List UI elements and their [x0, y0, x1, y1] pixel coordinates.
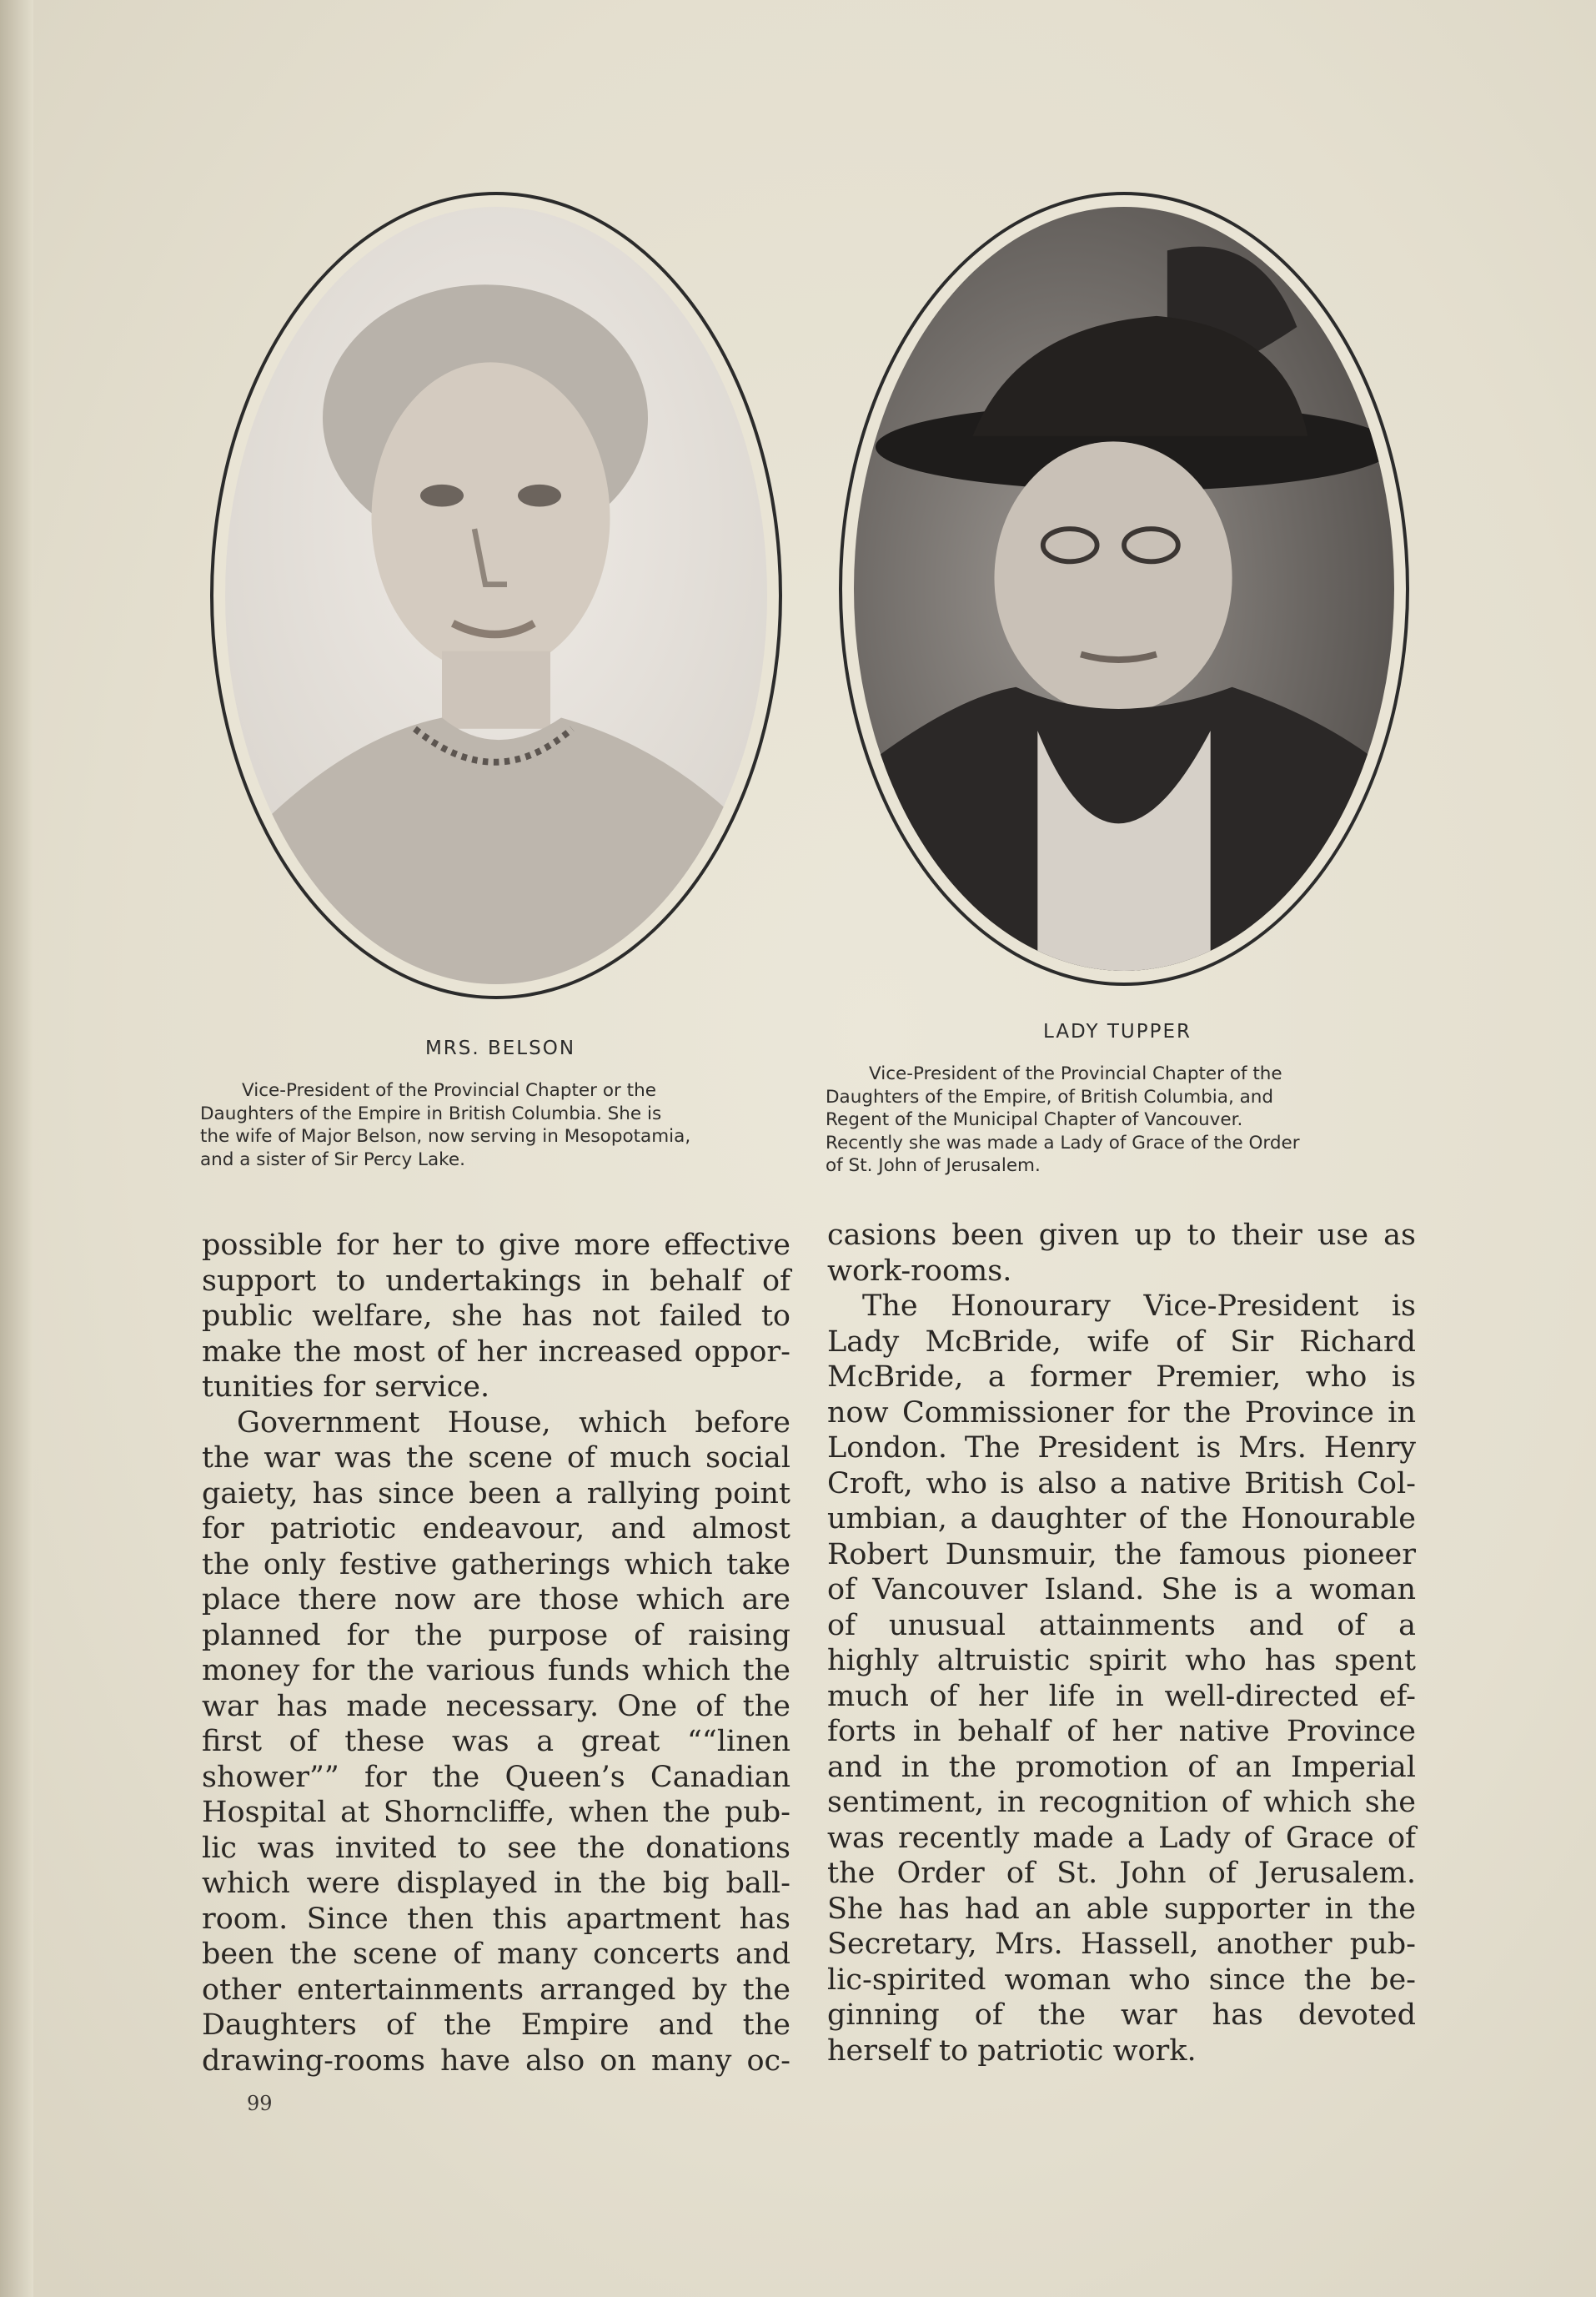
- text-line: McBride, a former Premier, who is: [827, 1360, 1416, 1394]
- text-line: public welfare, she has not failed to: [202, 1299, 790, 1333]
- portrait-name-lady-tupper: LADY TUPPER: [1042, 1021, 1192, 1043]
- text-line: and in the promotion of an Imperial: [827, 1750, 1416, 1784]
- text-line: highly altruistic spirit who has spent: [827, 1644, 1416, 1677]
- text-line: The Honourary Vice-President is: [862, 1289, 1416, 1323]
- text-line: Daughters of the Empire and the: [202, 2008, 790, 2042]
- portrait-caption-mrs-belson: [200, 1079, 784, 1171]
- body-column-right: [827, 1218, 1416, 2068]
- text-line: work-rooms.: [827, 1254, 1012, 1288]
- text-line: for patriotic endeavour, and almost: [202, 1512, 790, 1546]
- text-line: make the most of her increased oppor-: [202, 1334, 790, 1369]
- body-column-left: [202, 1228, 790, 2078]
- text-line: casions been given up to their use as: [827, 1219, 1416, 1252]
- text-line: of unusual attainments and of a: [827, 1608, 1416, 1642]
- text-line: ginning of the war has devoted: [827, 1998, 1416, 2032]
- caption-line: Regent of the Municipal Chapter of Vancouver.: [826, 1109, 1243, 1130]
- text-line: was recently made a Lady of Grace of: [827, 1821, 1416, 1855]
- text-line: shower”” for the Queen’s Canadian: [202, 1760, 790, 1794]
- caption-line: Recently she was made a Lady of Grace of the Order: [826, 1132, 1300, 1154]
- portrait-photo-lady-tupper: [854, 207, 1394, 971]
- text-line: possible for her to give more effective: [202, 1229, 790, 1262]
- text-line: London. The President is Mrs. Henry: [827, 1431, 1416, 1465]
- text-line: planned for the purpose of raising: [202, 1618, 790, 1652]
- text-line: support to undertakings in behalf of: [202, 1264, 790, 1298]
- text-line: room. Since then this apartment has: [202, 1902, 790, 1936]
- text-line: drawing-rooms have also on many oc-: [202, 2043, 790, 2078]
- text-line: the only festive gatherings which take: [202, 1547, 790, 1581]
- text-line: sentiment, in recognition of which she: [827, 1786, 1416, 1819]
- text-line: Robert Dunsmuir, the famous pioneer: [827, 1537, 1416, 1571]
- portrait-frame-lady-tupper: [839, 192, 1409, 986]
- text-line: tunities for service.: [202, 1370, 490, 1404]
- caption-line: Daughters of the Empire in British Columbia. She is: [200, 1103, 662, 1124]
- text-line: war has made necessary. One of the: [202, 1689, 790, 1723]
- text-line: the war was the scene of much social: [202, 1441, 790, 1475]
- text-line: Croft, who is also a native British Col-: [827, 1466, 1416, 1500]
- text-line: lic-spirited woman who since the be-: [827, 1963, 1416, 1997]
- portrait-caption-lady-tupper: [826, 1063, 1409, 1178]
- text-line: place there now are those which are: [202, 1583, 790, 1616]
- caption-line: Vice-President of the Provincial Chapter of the: [869, 1063, 1282, 1084]
- text-line: much of her life in well-directed ef-: [827, 1679, 1416, 1713]
- caption-line: Daughters of the Empire, of British Columbia, and: [826, 1086, 1274, 1108]
- text-line: herself to patriotic work.: [827, 2033, 1197, 2068]
- text-line: other entertainments arranged by the: [202, 1973, 790, 2007]
- text-line: of Vancouver Island. She is a woman: [827, 1573, 1416, 1606]
- text-line: Secretary, Mrs. Hassell, another pub-: [827, 1928, 1416, 1961]
- text-line: umbian, a daughter of the Honourable: [827, 1502, 1416, 1536]
- page-number: 99: [247, 2092, 273, 2115]
- text-line: which were displayed in the big ball-: [202, 1867, 790, 1900]
- caption-line: of St. John of Jerusalem.: [826, 1155, 1041, 1176]
- text-line: gaiety, has since been a rallying point: [202, 1476, 790, 1510]
- caption-line: and a sister of Sir Percy Lake.: [200, 1148, 465, 1170]
- page-spine-edge: [0, 0, 33, 2297]
- portrait-name-mrs-belson: MRS. BELSON: [424, 1038, 576, 1059]
- caption-line: the wife of Major Belson, now serving in Mesopotamia,: [200, 1126, 691, 1147]
- text-line: forts in behalf of her native Province: [827, 1715, 1416, 1748]
- text-line: been the scene of many concerts and: [202, 1938, 790, 1971]
- portrait-photo-mrs-belson: [225, 207, 767, 984]
- text-line: Government House, which before: [237, 1405, 790, 1440]
- text-line: She has had an able supporter in the: [827, 1892, 1416, 1926]
- caption-line: Vice-President of the Provincial Chapter or the: [242, 1080, 656, 1101]
- text-line: now Commissioner for the Province in: [827, 1395, 1416, 1430]
- text-line: the Order of St. John of Jerusalem.: [827, 1857, 1416, 1890]
- text-line: lic was invited to see the donations: [202, 1831, 790, 1865]
- portrait-frame-mrs-belson: [210, 192, 782, 999]
- text-line: Lady McBride, wife of Sir Richard: [827, 1324, 1416, 1359]
- text-line: Hospital at Shorncliffe, when the pub-: [202, 1796, 790, 1829]
- text-line: first of these was a great ““linen: [202, 1725, 790, 1758]
- text-line: money for the various funds which the: [202, 1654, 790, 1687]
